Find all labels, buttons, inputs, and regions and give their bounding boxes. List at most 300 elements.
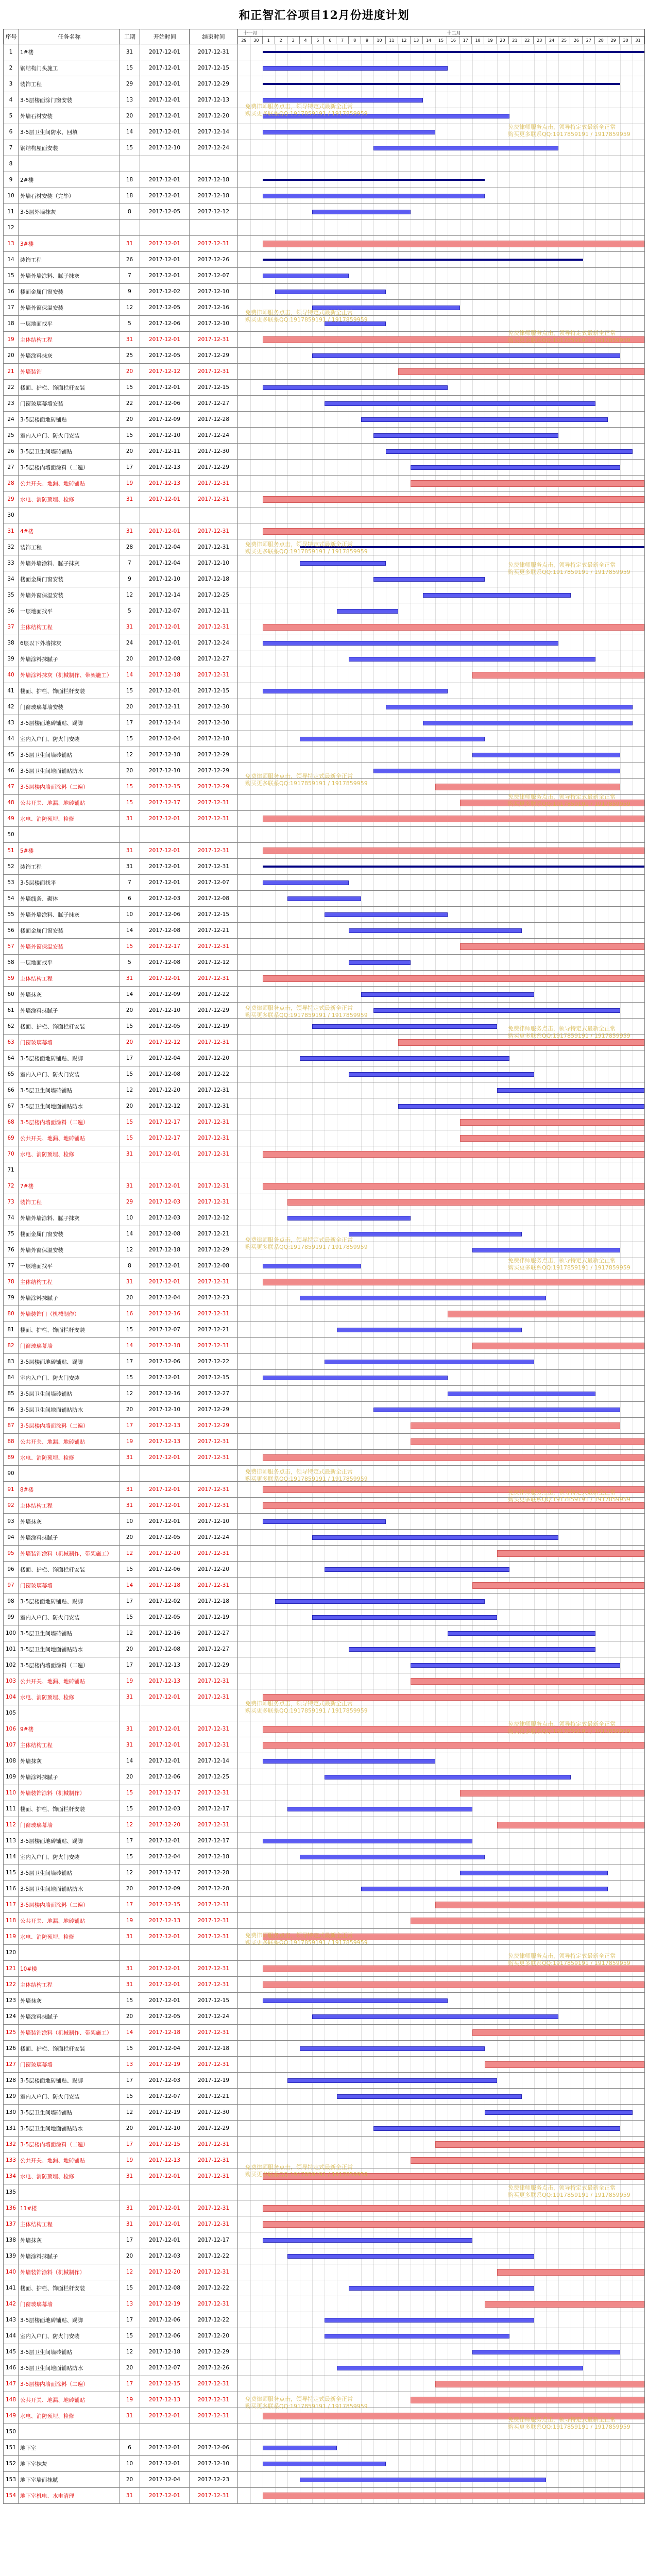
grid-line — [361, 939, 362, 954]
gantt-cell — [238, 268, 645, 284]
grid-line — [460, 1258, 461, 1274]
grid-line — [620, 268, 621, 283]
grid-line — [250, 332, 251, 347]
grid-line — [460, 1945, 461, 1960]
task-start: 2017-12-01 — [140, 1498, 190, 1514]
gantt-cell — [238, 1546, 645, 1562]
task-bar — [287, 1199, 644, 1206]
task-start: 2017-12-10 — [140, 140, 190, 156]
grid-line — [534, 1050, 535, 1066]
grid-line — [595, 1753, 596, 1769]
task-start: 2017-12-17 — [140, 1785, 190, 1801]
task-start: 2017-12-15 — [140, 779, 190, 795]
task-duration: 9 — [120, 571, 140, 587]
grid-line — [435, 667, 436, 683]
table-row — [3, 1146, 645, 1162]
grid-line — [250, 220, 251, 235]
grid-line — [620, 891, 621, 906]
task-end: 2017-12-17 — [190, 1833, 238, 1849]
grid-line — [312, 220, 313, 235]
task-no: 34 — [3, 571, 19, 587]
task-end: 2017-12-31 — [190, 1673, 238, 1689]
grid-line — [250, 1865, 251, 1880]
grid-line — [373, 1306, 374, 1321]
grid-line — [546, 1993, 547, 2008]
task-bar — [263, 1151, 644, 1158]
grid-line — [534, 1594, 535, 1609]
table-row — [3, 1130, 645, 1146]
grid-line — [620, 747, 621, 762]
grid-line — [435, 92, 436, 108]
grid-line — [398, 1114, 399, 1130]
task-bar — [263, 496, 644, 503]
gantt-cell — [238, 667, 645, 683]
grid-line — [250, 1370, 251, 1385]
task-name: 外墙涂料抹腻子 — [19, 1530, 120, 1546]
task-name: 外墙抹灰 — [19, 987, 120, 1003]
grid-line — [250, 1402, 251, 1417]
task-duration: 17 — [120, 1050, 140, 1066]
grid-line — [250, 1769, 251, 1785]
task-name: 一层地面找平 — [19, 1258, 120, 1274]
grid-line — [275, 1194, 276, 1210]
task-bar — [361, 417, 608, 422]
gantt-cell — [238, 76, 645, 92]
grid-line — [250, 715, 251, 731]
grid-line — [435, 204, 436, 219]
task-duration: 31 — [120, 1178, 140, 1194]
grid-line — [583, 923, 584, 938]
task-no: 89 — [3, 1450, 19, 1466]
grid-line — [595, 2009, 596, 2024]
day-label: 20 — [497, 37, 509, 44]
table-row — [3, 412, 645, 428]
grid-line — [546, 1594, 547, 1609]
task-no: 40 — [3, 667, 19, 683]
grid-line — [472, 380, 473, 395]
task-start: 2017-12-01 — [140, 188, 190, 204]
grid-line — [460, 1514, 461, 1529]
grid-line — [250, 507, 251, 523]
grid-line — [398, 587, 399, 603]
day-label: 24 — [546, 37, 558, 44]
grid-line — [534, 1801, 535, 1817]
grid-line — [595, 731, 596, 747]
task-name: 8#楼 — [19, 1482, 120, 1498]
grid-line — [250, 1130, 251, 1146]
task-end: 2017-12-31 — [190, 1498, 238, 1514]
task-end: 2017-12-18 — [190, 172, 238, 188]
grid-line — [620, 587, 621, 603]
task-end: 2017-12-30 — [190, 715, 238, 731]
task-name: 外墙石材安装（完毕） — [19, 188, 120, 204]
task-duration: 31 — [120, 1929, 140, 1945]
grid-line — [620, 1226, 621, 1242]
grid-line — [312, 1625, 313, 1641]
task-no: 7 — [3, 140, 19, 156]
task-start: 2017-12-16 — [140, 1625, 190, 1641]
task-end: 2017-12-31 — [190, 1721, 238, 1737]
task-end — [190, 1466, 238, 1482]
task-start: 2017-12-16 — [140, 1386, 190, 1402]
task-start: 2017-12-09 — [140, 987, 190, 1003]
task-duration: 14 — [120, 1338, 140, 1354]
task-no: 3 — [3, 76, 19, 92]
task-end: 2017-12-25 — [190, 1769, 238, 1785]
task-start: 2017-12-05 — [140, 300, 190, 316]
task-duration: 15 — [120, 1114, 140, 1130]
grid-line — [546, 1801, 547, 1817]
grid-line — [250, 1482, 251, 1497]
task-start: 2017-12-01 — [140, 60, 190, 76]
grid-line — [472, 316, 473, 331]
grid-line — [435, 1386, 436, 1401]
task-start: 2017-12-08 — [140, 651, 190, 667]
table-row — [3, 1673, 645, 1689]
grid-line — [275, 1673, 276, 1689]
grid-line — [534, 172, 535, 188]
task-start: 2017-12-01 — [140, 1482, 190, 1498]
grid-line — [312, 603, 313, 619]
grid-line — [398, 747, 399, 762]
grid-line — [287, 1913, 288, 1928]
grid-line — [312, 1418, 313, 1433]
grid-line — [398, 667, 399, 683]
grid-line — [287, 156, 288, 172]
grid-line — [558, 428, 559, 443]
day-label: 25 — [558, 37, 571, 44]
task-end: 2017-12-22 — [190, 987, 238, 1003]
gantt-cell — [238, 1897, 645, 1913]
task-no: 83 — [3, 1354, 19, 1370]
task-start: 2017-12-03 — [140, 1194, 190, 1210]
task-no: 29 — [3, 492, 19, 507]
grid-line — [287, 747, 288, 762]
gantt-cell — [238, 156, 645, 172]
grid-line — [250, 827, 251, 842]
grid-line — [361, 699, 362, 715]
grid-line — [472, 1817, 473, 1833]
grid-line — [620, 300, 621, 315]
day-label: 2 — [275, 37, 287, 44]
grid-line — [595, 316, 596, 331]
grid-line — [275, 156, 276, 172]
task-bar — [497, 1550, 644, 1557]
task-no: 82 — [3, 1338, 19, 1354]
task-end: 2017-12-10 — [190, 316, 238, 332]
table-row — [3, 1546, 645, 1562]
task-name: 3-5层外墙抹灰 — [19, 204, 120, 220]
grid-line — [275, 603, 276, 619]
grid-line — [460, 683, 461, 699]
grid-line — [275, 827, 276, 842]
task-start: 2017-12-20 — [140, 1082, 190, 1098]
task-end — [190, 156, 238, 172]
task-no: 71 — [3, 1162, 19, 1178]
task-start — [140, 1162, 190, 1178]
grid-line — [472, 907, 473, 922]
task-duration: 20 — [120, 1881, 140, 1897]
task-duration: 12 — [120, 1865, 140, 1881]
task-no: 55 — [3, 907, 19, 923]
grid-line — [312, 715, 313, 731]
grid-line — [558, 907, 559, 922]
task-duration: 20 — [120, 444, 140, 460]
grid-line — [287, 507, 288, 523]
task-end: 2017-12-27 — [190, 1625, 238, 1641]
grid-line — [534, 380, 535, 395]
grid-line — [558, 1210, 559, 1226]
task-start: 2017-12-13 — [140, 1657, 190, 1673]
grid-line — [250, 1849, 251, 1865]
task-name: 装饰工程 — [19, 859, 120, 875]
task-end: 2017-12-31 — [190, 1130, 238, 1146]
grid-line — [620, 1354, 621, 1369]
grid-line — [250, 971, 251, 986]
grid-line — [275, 1082, 276, 1098]
task-no: 103 — [3, 1673, 19, 1689]
task-name: 外墙涂料抹灰（机械制作、带架施工） — [19, 667, 120, 683]
task-start: 2017-12-08 — [140, 1226, 190, 1242]
grid-line — [361, 715, 362, 731]
task-name: 外墙外墙涂料、腻子抹灰 — [19, 1210, 120, 1226]
task-name: 3-5层楼内墙面涂料（二遍） — [19, 779, 120, 795]
task-no: 45 — [3, 747, 19, 763]
grid-line — [250, 1817, 251, 1833]
task-name: 3-5层卫生间地面铺贴防水 — [19, 1641, 120, 1657]
gantt-cell — [238, 204, 645, 220]
task-start: 2017-12-01 — [140, 108, 190, 124]
grid-line — [472, 683, 473, 699]
task-duration: 17 — [120, 715, 140, 731]
grid-line — [595, 1290, 596, 1306]
task-name: 一层地面找平 — [19, 316, 120, 332]
grid-line — [509, 955, 510, 970]
task-name: 装饰工程 — [19, 1194, 120, 1210]
task-name: 门窗玻璃幕墙 — [19, 1578, 120, 1594]
grid-line — [497, 1609, 498, 1625]
gantt-cell — [238, 1737, 645, 1753]
grid-line — [250, 236, 251, 251]
grid-line — [460, 1370, 461, 1385]
task-no: 96 — [3, 1562, 19, 1578]
grid-line — [250, 699, 251, 715]
grid-line — [509, 1833, 510, 1849]
table-row — [3, 1578, 645, 1594]
task-start: 2017-12-20 — [140, 1817, 190, 1833]
grid-line — [620, 635, 621, 651]
table-row — [3, 1801, 645, 1817]
task-name: 3-5层楼面地砖铺贴、踢脚 — [19, 1050, 120, 1066]
table-row — [3, 204, 645, 220]
table-row — [3, 1370, 645, 1386]
task-no: 41 — [3, 683, 19, 699]
task-no: 91 — [3, 1482, 19, 1498]
summary-bar — [263, 866, 644, 868]
gantt-cell — [238, 1881, 645, 1897]
grid-line — [275, 1881, 276, 1896]
grid-line — [460, 204, 461, 219]
grid-line — [275, 1562, 276, 1577]
task-no: 90 — [3, 1466, 19, 1482]
grid-line — [373, 587, 374, 603]
grid-line — [435, 507, 436, 523]
grid-line — [398, 1258, 399, 1274]
task-no: 18 — [3, 316, 19, 332]
gantt-cell — [238, 1066, 645, 1082]
task-end: 2017-12-26 — [190, 252, 238, 268]
gantt-cell — [238, 907, 645, 923]
grid-line — [595, 1530, 596, 1545]
grid-line — [595, 156, 596, 172]
grid-line — [361, 1865, 362, 1880]
grid-line — [620, 396, 621, 411]
table-row — [3, 683, 645, 699]
grid-line — [250, 1194, 251, 1210]
grid-line — [373, 444, 374, 459]
grid-line — [287, 1162, 288, 1178]
task-start: 2017-12-05 — [140, 2009, 190, 2025]
grid-line — [546, 1609, 547, 1625]
grid-line — [312, 1578, 313, 1593]
table-row — [3, 843, 645, 859]
grid-line — [620, 763, 621, 778]
task-duration: 31 — [120, 1498, 140, 1514]
grid-line — [373, 1897, 374, 1912]
grid-line — [583, 188, 584, 204]
task-start: 2017-12-06 — [140, 1769, 190, 1785]
grid-line — [620, 1657, 621, 1673]
task-no: 75 — [3, 1226, 19, 1242]
task-name: 室内入户门、防火门安装 — [19, 731, 120, 747]
grid-line — [398, 1546, 399, 1561]
grid-line — [373, 1817, 374, 1833]
task-bar — [411, 1438, 644, 1445]
grid-line — [472, 1546, 473, 1561]
grid-line — [361, 428, 362, 443]
task-name: 3-5层卫生间地面铺贴防水 — [19, 1098, 120, 1114]
grid-line — [472, 1082, 473, 1098]
grid-line — [398, 1514, 399, 1529]
task-name — [19, 1466, 120, 1482]
grid-line — [595, 140, 596, 156]
task-start: 2017-12-01 — [140, 332, 190, 348]
task-end: 2017-12-15 — [190, 60, 238, 76]
grid-line — [312, 1673, 313, 1689]
task-start — [140, 1705, 190, 1721]
grid-line — [275, 1019, 276, 1034]
grid-line — [534, 1753, 535, 1769]
grid-line — [558, 827, 559, 842]
grid-line — [361, 1258, 362, 1274]
task-name: 公共开关、地漏、地砖铺贴 — [19, 1130, 120, 1146]
grid-line — [620, 1625, 621, 1641]
task-start: 2017-12-01 — [140, 1258, 190, 1274]
task-end: 2017-12-27 — [190, 651, 238, 667]
grid-line — [595, 907, 596, 922]
task-name: 一层地面找平 — [19, 955, 120, 971]
grid-line — [398, 715, 399, 731]
grid-line — [546, 1370, 547, 1385]
grid-line — [558, 1226, 559, 1242]
grid-line — [373, 1386, 374, 1401]
task-duration: 31 — [120, 236, 140, 252]
grid-line — [398, 1897, 399, 1912]
task-no: 125 — [3, 2025, 19, 2041]
task-end: 2017-12-15 — [190, 683, 238, 699]
task-bar — [312, 210, 411, 214]
grid-line — [583, 1594, 584, 1609]
grid-line — [546, 60, 547, 76]
task-bar — [263, 1759, 435, 1764]
grid-line — [287, 1609, 288, 1625]
grid-line — [250, 252, 251, 267]
table-row — [3, 1450, 645, 1466]
grid-line — [558, 220, 559, 235]
grid-line — [620, 731, 621, 747]
grid-line — [583, 1705, 584, 1721]
grid-line — [534, 1833, 535, 1849]
task-no: 47 — [3, 779, 19, 795]
table-row — [3, 172, 645, 188]
task-end: 2017-12-31 — [190, 523, 238, 539]
grid-line — [287, 699, 288, 715]
grid-line — [250, 1322, 251, 1337]
task-name: 5#楼 — [19, 843, 120, 859]
table-row — [3, 460, 645, 476]
task-end: 2017-12-31 — [190, 1194, 238, 1210]
task-name: 楼面金属门窗安装 — [19, 284, 120, 300]
grid-line — [312, 667, 313, 683]
grid-line — [620, 428, 621, 443]
grid-line — [250, 1913, 251, 1928]
task-start: 2017-12-13 — [140, 476, 190, 492]
grid-line — [373, 1466, 374, 1481]
task-no: 102 — [3, 1657, 19, 1673]
grid-line — [435, 1242, 436, 1258]
grid-line — [558, 1322, 559, 1337]
task-name: 3-5层卫生间墙砖铺贴 — [19, 1386, 120, 1402]
grid-line — [250, 923, 251, 938]
task-duration — [120, 1705, 140, 1721]
grid-line — [509, 1993, 510, 2008]
grid-line — [546, 1162, 547, 1178]
task-name: 门窗玻璃幕墙安装 — [19, 699, 120, 715]
task-start: 2017-12-04 — [140, 1290, 190, 1306]
grid-line — [620, 60, 621, 76]
grid-line — [620, 1418, 621, 1433]
grid-line — [595, 188, 596, 204]
grid-line — [312, 699, 313, 715]
grid-line — [435, 1705, 436, 1721]
grid-line — [275, 651, 276, 667]
task-start: 2017-12-01 — [140, 1178, 190, 1194]
grid-line — [312, 1913, 313, 1928]
table-row — [3, 603, 645, 619]
table-header — [3, 29, 645, 44]
task-no: 32 — [3, 539, 19, 555]
grid-line — [250, 492, 251, 507]
grid-line — [583, 635, 584, 651]
task-name: 3-5层楼内墙面涂料（二遍） — [19, 460, 120, 476]
gantt-cell — [238, 1322, 645, 1338]
task-name: 3-5层卫生间地面铺贴防水 — [19, 1881, 120, 1897]
task-end: 2017-12-14 — [190, 1753, 238, 1769]
grid-line — [460, 1705, 461, 1721]
task-start: 2017-12-18 — [140, 747, 190, 763]
grid-line — [497, 603, 498, 619]
task-no: 115 — [3, 1865, 19, 1881]
